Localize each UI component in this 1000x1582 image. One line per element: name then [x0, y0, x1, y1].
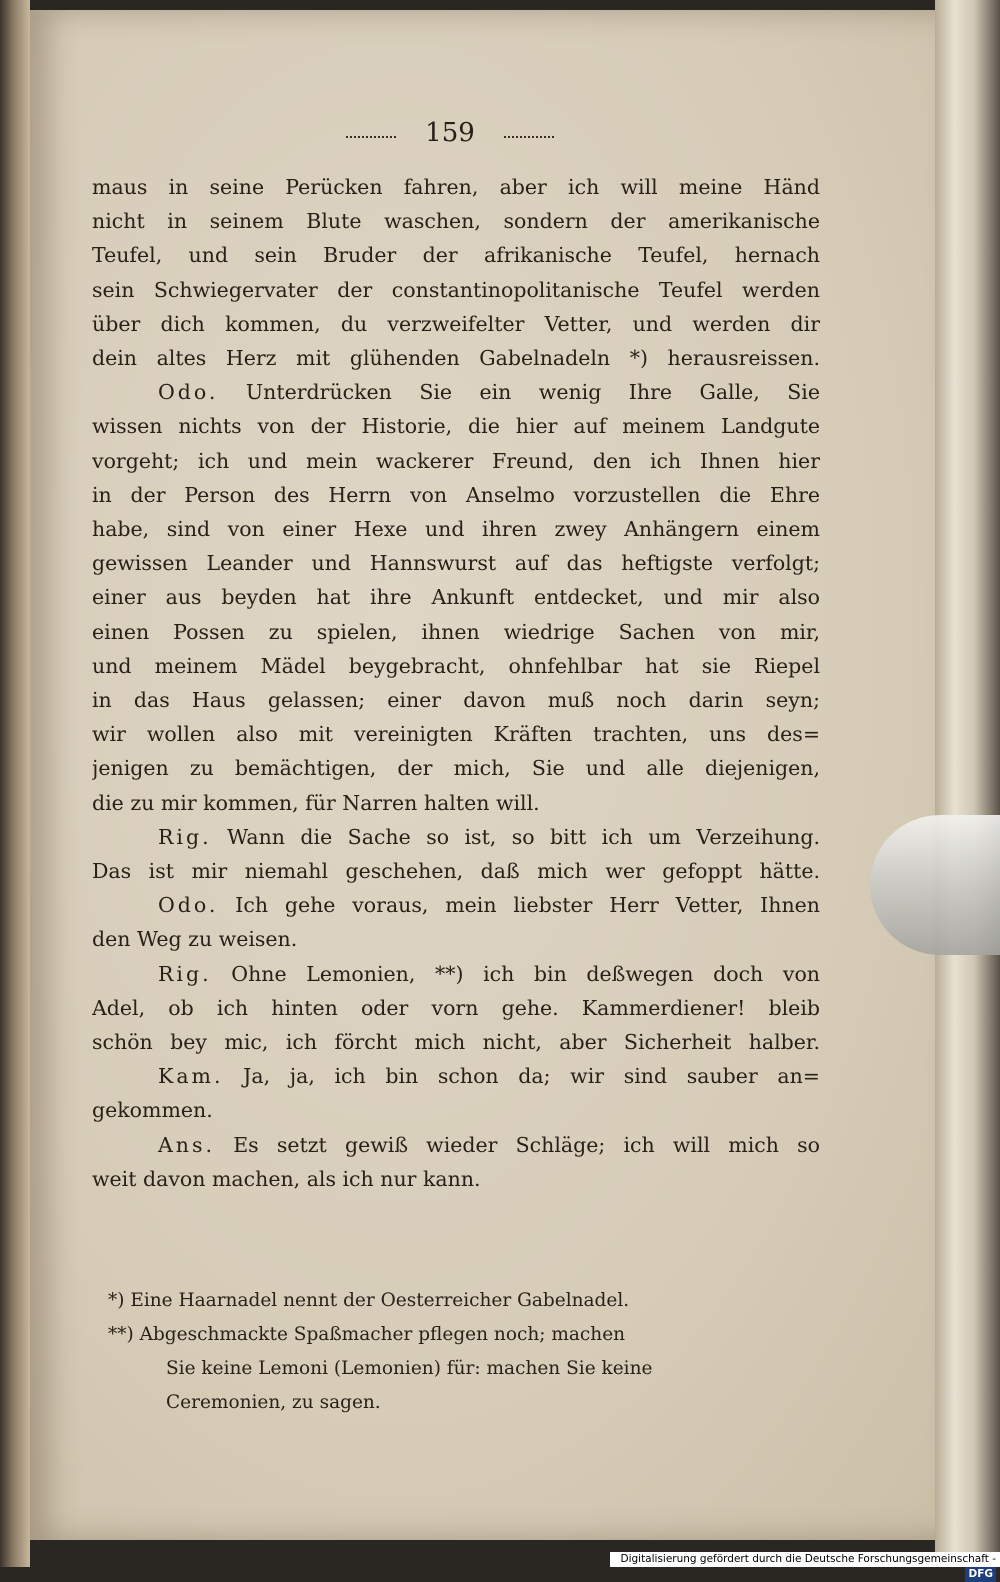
text-line: wir wollen also mit vereinigten Kräften trachten, uns des=	[92, 722, 820, 747]
speaker-name: Ans.	[158, 1132, 216, 1157]
page-stack-edge	[935, 0, 1000, 1567]
speaker-name: Odo.	[158, 380, 219, 405]
digitization-banner	[610, 1552, 1000, 1580]
body-text	[92, 170, 820, 1196]
text-line: dein altes Herz mit glühenden Gabelnadeln *) herausreissen.	[92, 346, 820, 371]
text-line: vorgeht; ich und mein wackerer Freund, den ich Ihnen hier	[92, 448, 820, 473]
dialogue-line	[92, 375, 820, 409]
speaker-name: Rig.	[158, 824, 212, 849]
header-ornament-right	[504, 136, 554, 138]
text-line: schön bey mic, ich förcht mich nicht, aber Sicherheit halber.	[92, 1030, 820, 1055]
speech-text: Unterdrücken Sie ein wenig Ihre Galle, Sie	[245, 380, 820, 405]
dialogue-line	[92, 1128, 820, 1162]
speaker-name: Rig.	[158, 961, 212, 986]
dialogue-line	[92, 1059, 820, 1093]
text-line: über dich kommen, du verzweifelter Vetter, und werden dir	[92, 311, 820, 336]
speaker-name: Kam.	[158, 1064, 224, 1089]
text-line: Adel, ob ich hinten oder vorn gehe. Kammerdiener! bleib	[92, 995, 820, 1020]
footnotes	[108, 1284, 824, 1420]
text-line: jenigen zu bemächtigen, der mich, Sie und alle diejenigen,	[92, 756, 820, 781]
banner-text: Digitalisierung gefördert durch die Deutsche Forschungsgemeinschaft -	[620, 1553, 996, 1565]
text-line: sein Schwiegervater der constantinopolitanische Teufel werden	[92, 277, 820, 302]
text-line: Das ist mir niemahl geschehen, daß mich wer gefoppt hätte.	[92, 859, 820, 884]
text-line: Teufel, und sein Bruder der afrikanische Teufel, hernach	[92, 243, 820, 268]
speech-text: Ich gehe voraus, mein liebster Herr Vetter, Ihnen	[235, 893, 820, 918]
speaker-name: Odo.	[158, 893, 219, 918]
footnote-1: *) Eine Haarnadel nennt der Oesterreicher Gabelnadel.	[108, 1290, 630, 1311]
speech-text: Es setzt gewiß wieder Schläge; ich will mich so	[233, 1132, 820, 1157]
text-line: die zu mir kommen, für Narren halten will.	[92, 790, 540, 815]
text-line: einer aus beyden hat ihre Ankunft entdecket, und mir also	[92, 585, 820, 610]
speech-text: Ja, ja, ich bin schon da; wir sind sauber an=	[243, 1064, 820, 1089]
text-line: habe, sind von einer Hexe und ihren zwey Anhängern einem	[92, 517, 820, 542]
dfg-logo: DFG	[965, 1567, 996, 1582]
page-clip	[870, 815, 1000, 955]
text-line: gekommen.	[92, 1098, 213, 1123]
dialogue-line	[92, 957, 820, 991]
text-line: gewissen Leander und Hannswurst auf das heftigste verfolgt;	[92, 551, 820, 576]
text-line: wissen nichts von der Historie, die hier auf meinem Landgute	[92, 414, 820, 439]
text-line: maus in seine Perücken fahren, aber ich will meine Händ	[92, 175, 820, 199]
text-line: den Weg zu weisen.	[92, 927, 298, 952]
speech-text: Wann die Sache so ist, so bitt ich um Verzeihung.	[227, 824, 820, 849]
text-line: nicht in seinem Blute waschen, sondern der amerikanische	[92, 209, 820, 234]
header-ornament-left	[346, 136, 396, 138]
text-line: einen Possen zu spielen, ihnen wiedrige Sachen von mir,	[92, 619, 820, 644]
text-line: und meinem Mädel beygebracht, ohnfehlbar hat sie Riepel	[92, 653, 820, 678]
footnote-2-cont: Ceremonien, zu sagen.	[166, 1392, 381, 1413]
left-page-edge	[0, 0, 30, 1567]
dialogue-line	[92, 888, 820, 922]
text-line: weit davon machen, als ich nur kann.	[92, 1166, 481, 1191]
page-header	[300, 118, 600, 158]
speech-text: Ohne Lemonien, **) ich bin deßwegen doch von	[231, 961, 820, 986]
dialogue-line	[92, 820, 820, 854]
text-line: in das Haus gelassen; einer davon muß noch darin seyn;	[92, 688, 820, 713]
footnote-2-cont: Sie keine Lemoni (Lemonien) für: machen Sie keine	[166, 1358, 653, 1379]
footnote-2: **) Abgeschmackte Spaßmacher pflegen noch; machen	[108, 1324, 626, 1345]
page-number: 159	[425, 118, 475, 148]
text-line: in der Person des Herrn von Anselmo vorzustellen die Ehre	[92, 482, 820, 507]
